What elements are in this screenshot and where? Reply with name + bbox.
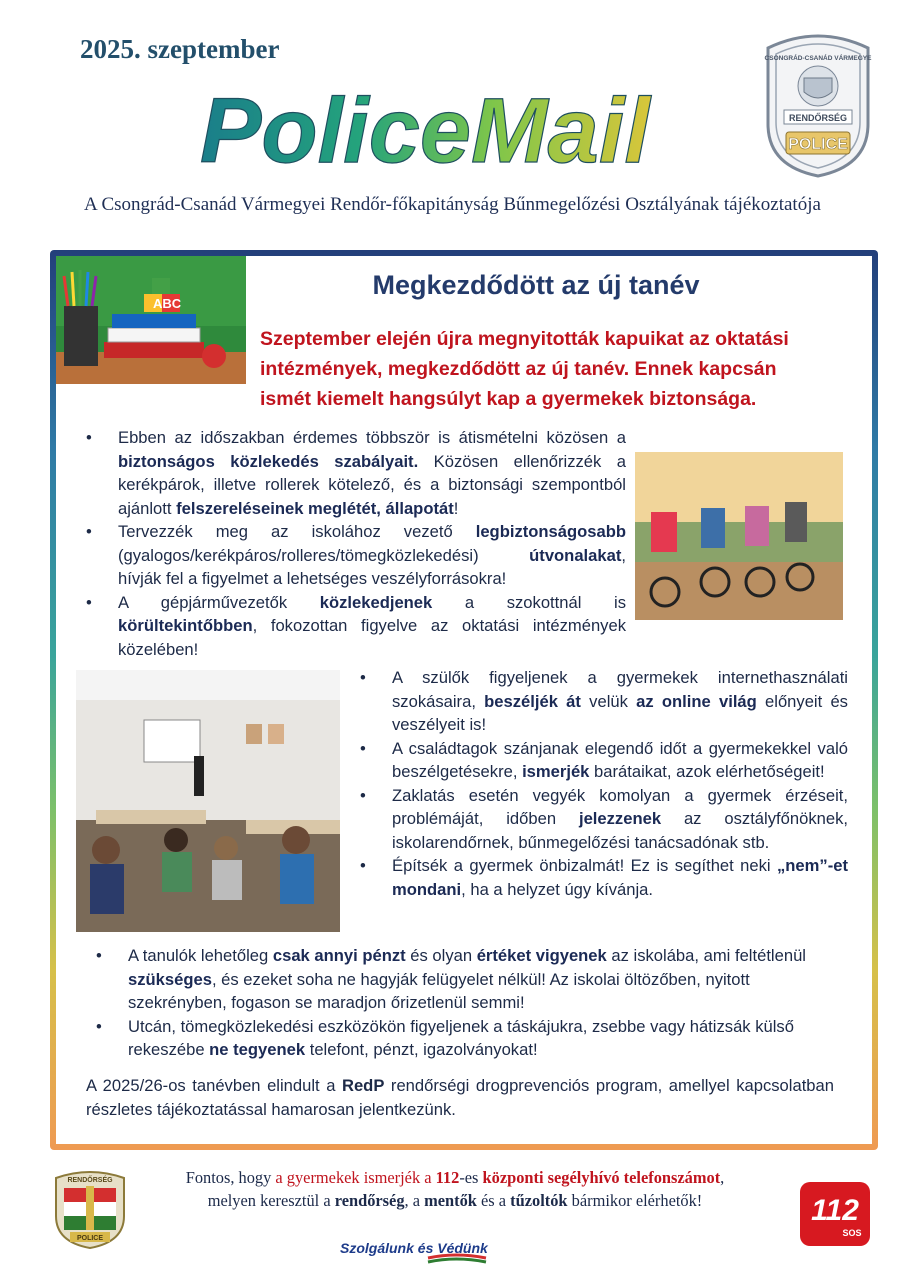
emphasis-text: útvonalakat (529, 545, 622, 565)
motto-text: Szolgálunk és Védünk (340, 1240, 488, 1256)
body-text: Utcán, tömegközlekedési eszközökön figyeljenek a táskájukra, zsebbe vagy hátizsák külső rekeszébe (128, 1016, 794, 1059)
body-text: , és ezeket soha ne hagyják felügyelet nélkül! Az iskolai öltözőben, nyitott szekrényben, fogason se maradjon őrizetlenül semmi! (128, 969, 750, 1012)
newsletter-subtitle: A Csongrád-Csanád Vármegyei Rendőr-főkapitányság Bűnmegelőzési Osztályának tájékoztatója (84, 194, 821, 215)
body-text: és olyan (405, 946, 477, 965)
emphasis-text: közlekedjenek (319, 592, 433, 612)
emphasis-text: jelezzenek (578, 809, 662, 828)
body-text: A gépjárművezetők (118, 592, 320, 612)
bullet-item (66, 591, 626, 662)
body-text: Építsék a gyermek önbizalmát! Ez is segíthet neki (392, 856, 777, 875)
badge-bottom-text: POLICE (788, 136, 848, 153)
shield-top-text: RENDŐRSÉG (67, 1177, 113, 1184)
policemail-logo (155, 80, 695, 180)
emphasis-text: az online világ (636, 691, 757, 711)
body-text: Tervezzék meg az iskolához vezető (118, 522, 476, 541)
body-text: a szokottnál is (432, 592, 626, 612)
body-text: barátaikat, azok elérhetőségeit! (589, 762, 825, 781)
county-police-badge (762, 28, 874, 178)
body-text: előnyeit és veszélyeit is! (392, 691, 848, 734)
sos-112-logo (798, 1180, 872, 1248)
emphasis-text: értéket vigyenek (476, 946, 607, 965)
body-text: (gyalogos/kerékpáros/rolleres/tömegközlekedési) (118, 545, 530, 565)
body-text: Zaklatás esetén vegyék komolyan a gyermek érzéseit, problémáját, időben (392, 785, 848, 828)
body-text: rendőrségi drogprevenciós program, amellyel kapcsolatban részletes tájékoztatással hamarosan jelentkezünk. (86, 1076, 834, 1119)
footer-text-part: 112 (435, 1168, 460, 1187)
bullet-item (76, 1015, 836, 1062)
shield-bottom-text: POLICE (76, 1235, 104, 1242)
footer-text-part: melyen keresztül a (207, 1191, 335, 1210)
article-title: Megkezdődött az új tanév (372, 270, 700, 300)
body-text: , ha a helyzet úgy kívánja. (461, 879, 654, 899)
body-text: az iskolába, ami feltétlenül (606, 946, 806, 965)
emphasis-text: RedP (341, 1076, 385, 1095)
footer-text-part: tűzoltók (510, 1191, 568, 1210)
footer-text-part: -es (459, 1168, 483, 1187)
badge-top-text: CSONGRÁD-CSANÁD VÁRMEGYE (764, 55, 872, 62)
badge-middle-text: RENDŐRSÉG (788, 113, 848, 123)
safety-bullets-traffic (66, 426, 626, 661)
children-bikes-image (635, 452, 843, 620)
footer-text-part: , a (404, 1191, 425, 1210)
body-text: telefont, pénzt, igazolványokat! (305, 1040, 538, 1059)
footer-text-part: és a (476, 1191, 511, 1210)
footer-text-part: Fontos, hogy (185, 1168, 276, 1187)
motto-logo (336, 1238, 516, 1264)
police-shield-logo (52, 1168, 128, 1250)
footer-text-part: bármikor elérhetők! (567, 1191, 703, 1210)
bullet-item (340, 784, 848, 855)
body-text: , fokozottan figyelve az oktatási intézmények közelében! (118, 616, 626, 659)
books-label: ABC (153, 296, 182, 311)
article-frame (50, 250, 878, 1150)
logo-text: PoliceMail (200, 80, 650, 180)
body-text: velük (580, 691, 637, 711)
emphasis-text: beszéljék át (484, 691, 581, 711)
emphasis-text: szükséges (128, 969, 212, 989)
footer-text-part: a gyermekek ismerjék a (275, 1168, 436, 1187)
footer-text-part: , (720, 1168, 725, 1187)
bullet-item (340, 737, 848, 784)
footer-text-part: rendőrség (334, 1191, 405, 1210)
body-text: , hívják fel a figyelmet a lehetséges veszélyforrásokra! (118, 545, 626, 588)
bullet-item (66, 426, 626, 520)
body-text: az osztályfőnöknek, iskolarendőrnek, bűnmegelőzési tanácsadónak stb. (392, 809, 848, 852)
emphasis-text: körültekintőbben (118, 616, 253, 635)
classroom-image (76, 670, 340, 932)
sos-number: 112 (811, 1194, 859, 1227)
bullet-item (66, 520, 626, 591)
emphasis-text: legbiztonságosabb (475, 522, 626, 541)
safety-bullets-family (340, 666, 848, 901)
body-text: A 2025/26-os tanévben elindult a (86, 1076, 342, 1095)
emphasis-text: ne tegyenek (209, 1040, 306, 1059)
body-text: Ebben az időszakban érdemes többször is átismételni közösen a (118, 428, 626, 447)
bullet-item (76, 944, 836, 1015)
body-text: Közösen ellenőrizzék a kerékpárok, illetve rollerek kötelező, és a biztonsági szempontból ajánlott (118, 451, 626, 518)
bullet-item (340, 854, 848, 901)
body-text: ! (453, 498, 459, 518)
sos-label: SOS (842, 1228, 862, 1238)
emphasis-text: biztonságos közlekedés szabályait. (118, 451, 419, 471)
emphasis-text: felszereléseinek meglétét, állapotát (176, 498, 454, 518)
issue-date: 2025. szeptember (80, 34, 280, 64)
school-books-image (56, 256, 246, 384)
footer-text-part: mentők (424, 1191, 477, 1210)
article-lead: Szeptember elején újra megnyitották kapuikat az oktatási intézmények, megkezdődött az új tanév. Ennek kapcsán ismét kiemelt hangsúlyt kap a gyermekek biztonsága. (260, 328, 789, 410)
closing-paragraph (86, 1074, 834, 1122)
emphasis-text: csak annyi pénzt (272, 946, 406, 965)
footer-text-part: központi segélyhívó telefonszámot (482, 1168, 721, 1187)
body-text: A családtagok szánjanak elegendő időt a gyermekekkel való beszélgetésekre, (392, 738, 848, 781)
emergency-number-notice (140, 1166, 770, 1212)
emphasis-text: ismerjék (522, 762, 590, 781)
body-text: A tanulók lehetőleg (128, 946, 273, 965)
emphasis-text: „nem”-et mondani (392, 856, 848, 899)
safety-bullets-valuables (76, 944, 836, 1062)
body-text: A szülők figyeljenek a gyermekek internethasználati szokásaira, (392, 668, 848, 711)
bullet-item (340, 666, 848, 737)
